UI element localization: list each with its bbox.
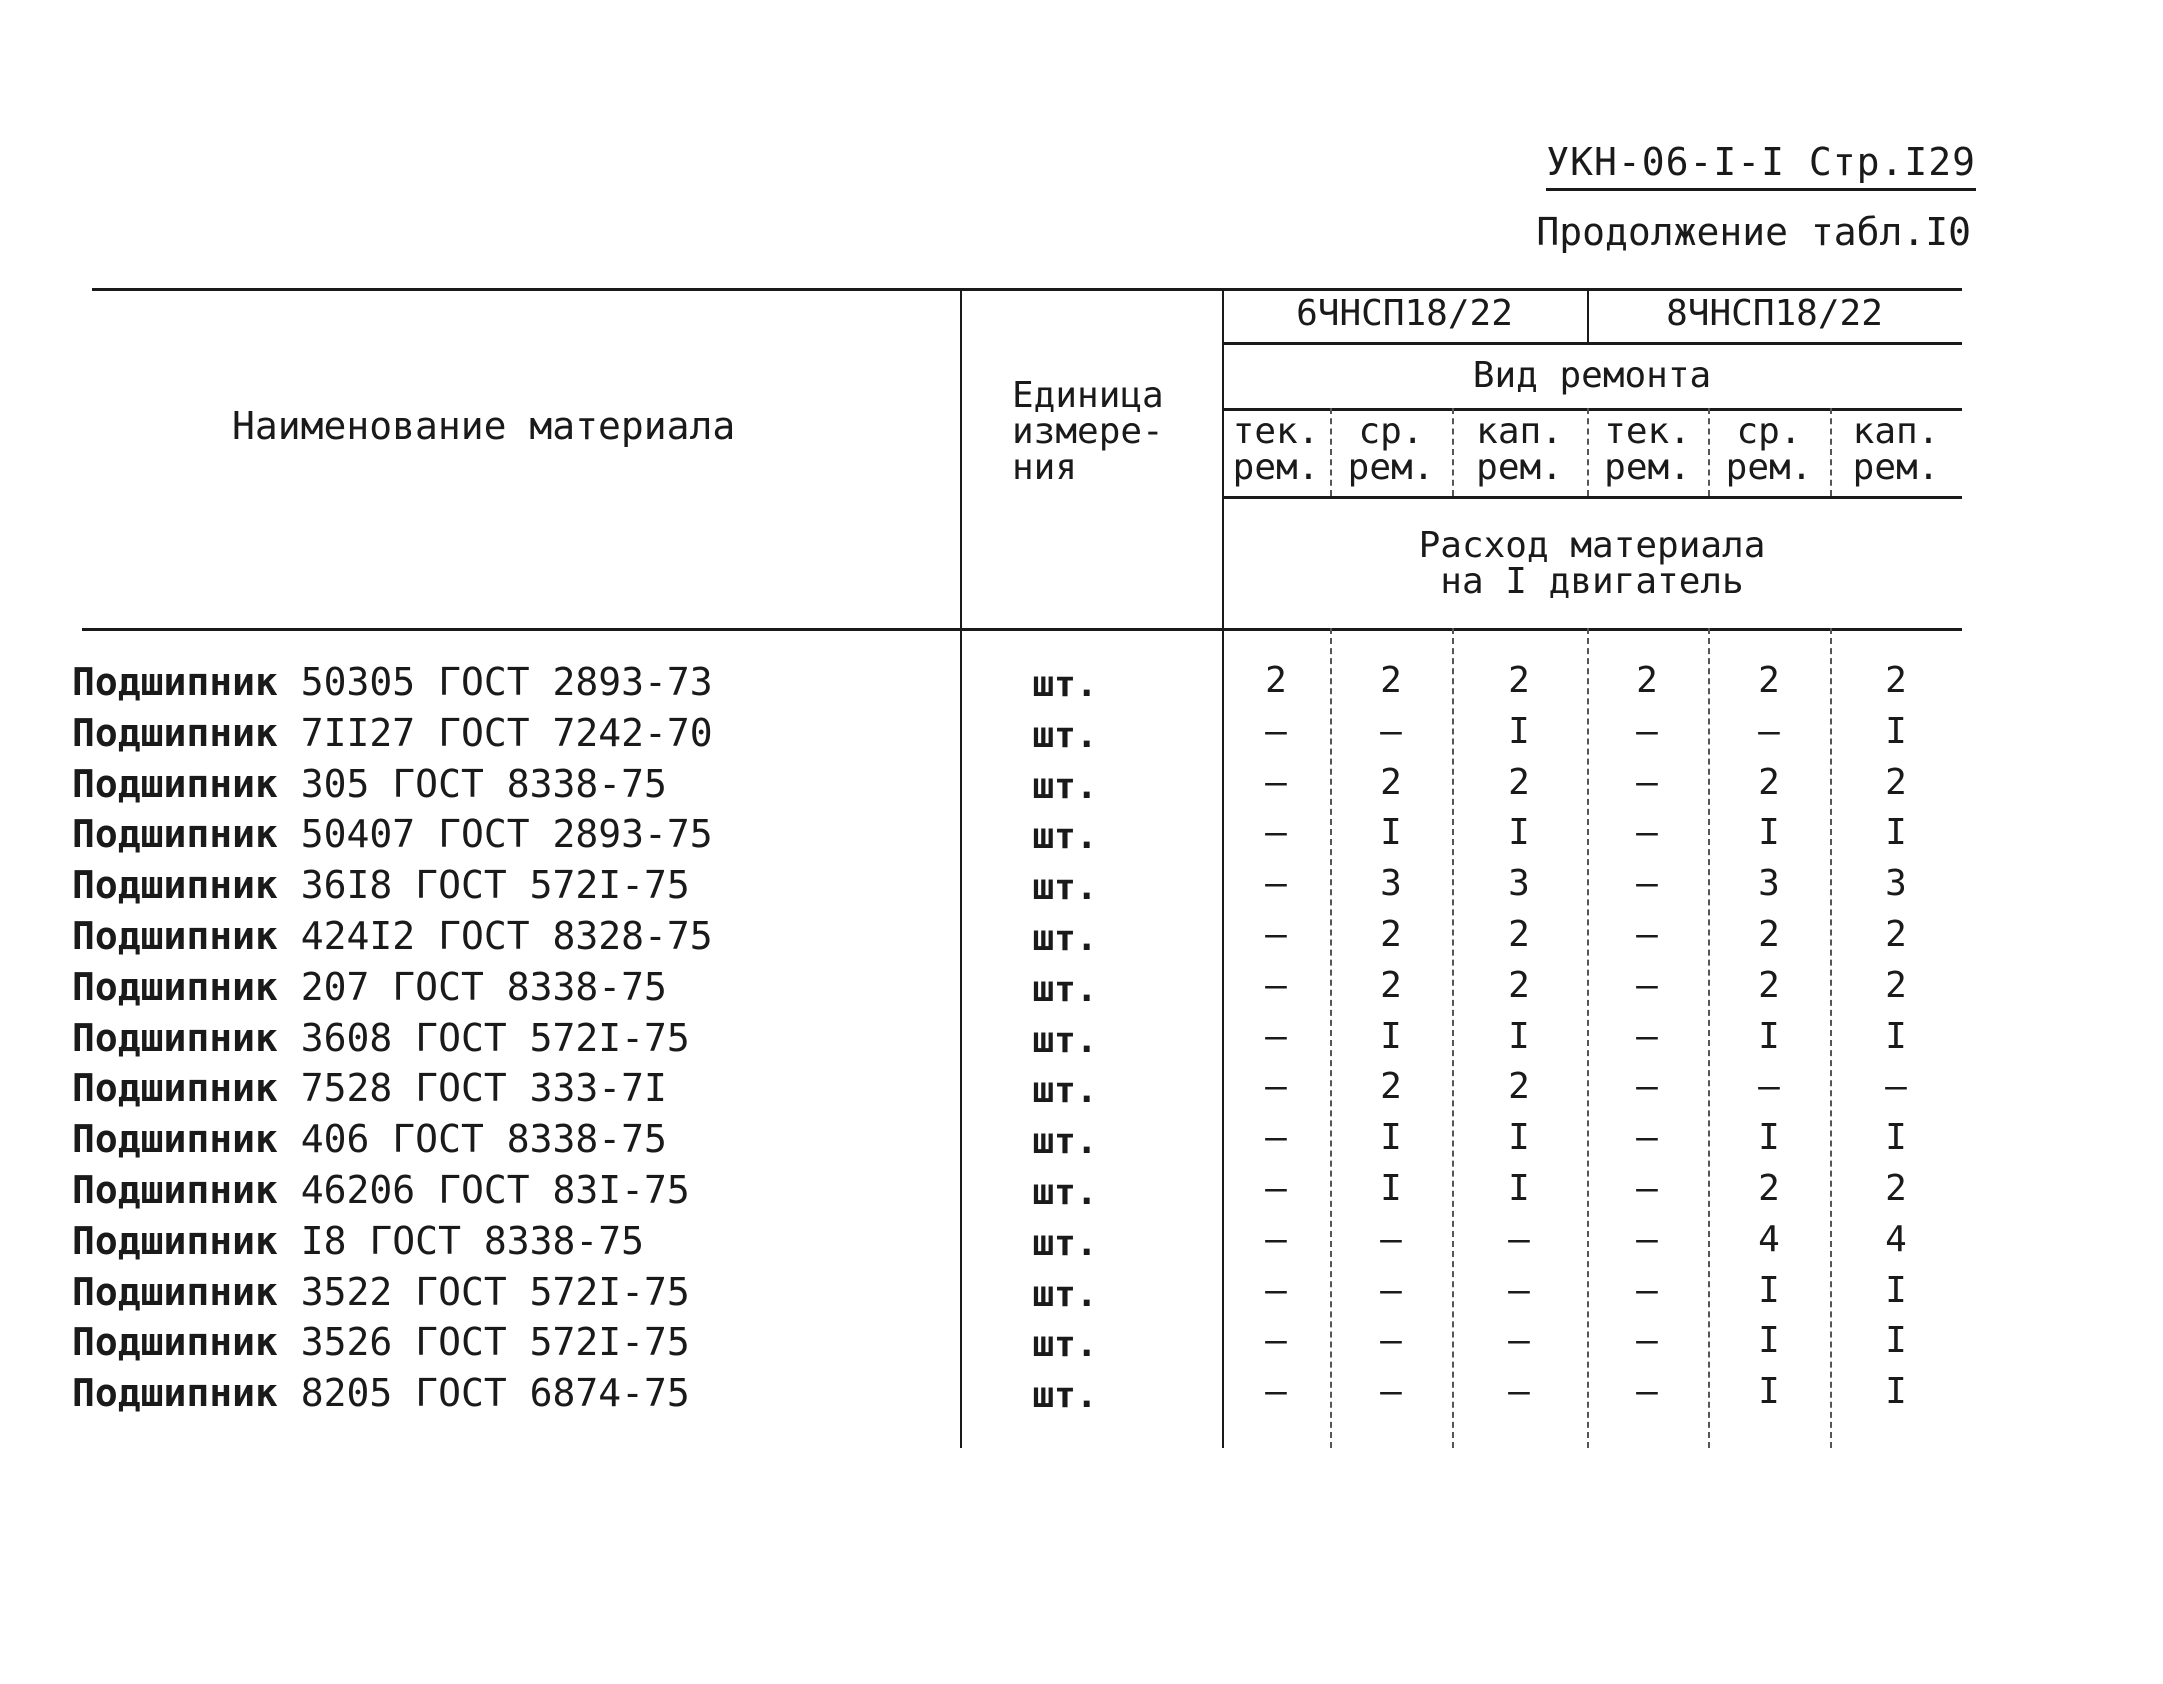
table-row-name [72, 660, 713, 704]
table-row-name [72, 965, 667, 1009]
row-item-spec: 305 ГОСТ 8338-75 [300, 762, 667, 806]
row-value-cell: 3 [1380, 863, 1402, 904]
body-col-divider-5 [1830, 628, 1832, 1448]
repair-col-4 [1587, 411, 1708, 488]
table-row-name [72, 812, 713, 856]
table-row-name [72, 1219, 644, 1263]
row-value-cell: – [1636, 1066, 1658, 1107]
consumption-header-line-2: на I двигатель [1440, 561, 1744, 602]
row-item-name: Подшипник [72, 1066, 278, 1110]
row-unit: шт. [1032, 1070, 1098, 1111]
row-item-name: Подшипник [72, 660, 278, 704]
row-value-cell: – [1265, 1117, 1287, 1158]
body-col-divider-3 [1587, 628, 1589, 1448]
row-item-spec: 36I8 ГОСТ 572I-75 [300, 863, 690, 907]
row-value-cell: 2 [1380, 965, 1402, 1006]
repair-col-5 [1708, 411, 1830, 488]
row-value-cell: – [1265, 762, 1287, 803]
row-value-cell: – [1265, 1320, 1287, 1361]
repair-col-6-line-1: кап. [1852, 411, 1940, 452]
row-item-spec: 3526 ГОСТ 572I-75 [300, 1320, 690, 1364]
row-unit: шт. [1032, 1121, 1098, 1162]
row-value-cell: I [1758, 1016, 1780, 1057]
row-value-cell: – [1508, 1320, 1530, 1361]
row-unit: шт. [1032, 766, 1098, 807]
row-value-cell: 2 [1508, 660, 1530, 701]
row-value-cell: 2 [1265, 660, 1287, 701]
unit-header-line-2: измере- [1012, 411, 1164, 452]
row-value-cell: 2 [1885, 660, 1907, 701]
row-value-cell: I [1885, 812, 1907, 853]
repair-col-1 [1222, 411, 1330, 488]
table-row-name [72, 1270, 690, 1314]
row-value-cell: 3 [1508, 863, 1530, 904]
row-item-spec: 8205 ГОСТ 6874-75 [300, 1371, 690, 1415]
body-col-divider-1 [1330, 628, 1332, 1448]
row-value-cell: 4 [1758, 1219, 1780, 1260]
row-value-cell: 2 [1380, 660, 1402, 701]
engine-header-2: 8ЧНСП18/22 [1666, 293, 1883, 334]
row-unit: шт. [1032, 969, 1098, 1010]
row-value-cell: – [1758, 711, 1780, 752]
row-value-cell: 2 [1758, 762, 1780, 803]
row-value-cell: – [1636, 1270, 1658, 1311]
row-value-cell: – [1508, 1219, 1530, 1260]
document-code: УКН-06-I-I Стр.I29 [1546, 140, 1976, 191]
row-value-cell: 2 [1758, 965, 1780, 1006]
row-value-cell: – [1380, 1270, 1402, 1311]
body-col-divider-2 [1452, 628, 1454, 1448]
table-top-rule [92, 288, 1962, 291]
row-value-cell: 2 [1758, 1168, 1780, 1209]
row-item-spec: 50305 ГОСТ 2893-73 [300, 660, 713, 704]
repair-type-header: Вид ремонта [1472, 355, 1712, 396]
row-value-cell: I [1380, 1168, 1402, 1209]
repair-type-rule [1222, 408, 1962, 411]
row-value-cell: 2 [1380, 1066, 1402, 1107]
row-item-name: Подшипник [72, 812, 278, 856]
table-row-name [72, 1016, 690, 1060]
repair-col-6 [1830, 411, 1962, 488]
row-item-name: Подшипник [72, 1219, 278, 1263]
row-value-cell: I [1885, 1371, 1907, 1412]
row-value-cell: 2 [1508, 762, 1530, 803]
row-item-spec: 406 ГОСТ 8338-75 [300, 1117, 667, 1161]
row-item-name: Подшипник [72, 762, 278, 806]
row-value-cell: I [1885, 1117, 1907, 1158]
row-value-cell: – [1265, 863, 1287, 904]
row-unit: шт. [1032, 1324, 1098, 1365]
row-value-cell: 2 [1508, 965, 1530, 1006]
repair-col-2 [1330, 411, 1452, 488]
row-value-cell: I [1885, 1320, 1907, 1361]
body-col-divider-4 [1708, 628, 1710, 1448]
repair-col-6-line-2: рем. [1852, 447, 1940, 488]
repair-col-1-line-1: тек. [1232, 411, 1320, 452]
unit-header-line-1: Единица [1012, 375, 1164, 416]
row-value-cell: 3 [1885, 863, 1907, 904]
row-value-cell: I [1508, 1016, 1530, 1057]
table-row-name [72, 914, 713, 958]
row-item-name: Подшипник [72, 1371, 278, 1415]
row-value-cell: 4 [1885, 1219, 1907, 1260]
row-value-cell: 3 [1758, 863, 1780, 904]
row-item-spec: 207 ГОСТ 8338-75 [300, 965, 667, 1009]
table-continuation-label: Продолжение табл.I0 [1536, 210, 1971, 254]
row-value-cell: 2 [1636, 660, 1658, 701]
row-value-cell: I [1758, 812, 1780, 853]
row-unit: шт. [1032, 918, 1098, 959]
row-value-cell: – [1636, 1320, 1658, 1361]
row-value-cell: I [1885, 1270, 1907, 1311]
row-value-cell: I [1508, 711, 1530, 752]
row-value-cell: – [1265, 965, 1287, 1006]
row-value-cell: – [1636, 711, 1658, 752]
repair-col-2-line-2: рем. [1347, 447, 1435, 488]
row-value-cell: – [1885, 1066, 1907, 1107]
row-value-cell: I [1885, 711, 1907, 752]
row-value-cell: – [1265, 711, 1287, 752]
row-value-cell: 2 [1885, 914, 1907, 955]
table-row-name [72, 1066, 667, 1110]
row-value-cell: – [1636, 863, 1658, 904]
row-item-name: Подшипник [72, 965, 278, 1009]
table-row-name [72, 762, 667, 806]
row-unit: шт. [1032, 1223, 1098, 1264]
row-item-spec: I8 ГОСТ 8338-75 [300, 1219, 644, 1263]
row-value-cell: 2 [1758, 660, 1780, 701]
row-value-cell: – [1636, 914, 1658, 955]
table-row-name [72, 863, 690, 907]
row-item-name: Подшипник [72, 1117, 278, 1161]
repair-cols-rule [1222, 496, 1962, 499]
row-value-cell: I [1758, 1117, 1780, 1158]
row-value-cell: I [1885, 1016, 1907, 1057]
row-value-cell: – [1265, 1016, 1287, 1057]
row-value-cell: I [1508, 1168, 1530, 1209]
row-item-spec: 7II27 ГОСТ 7242-70 [300, 711, 713, 755]
row-value-cell: – [1265, 1168, 1287, 1209]
row-unit: шт. [1032, 1020, 1098, 1061]
row-value-cell: – [1636, 965, 1658, 1006]
row-item-name: Подшипник [72, 863, 278, 907]
row-value-cell: – [1636, 762, 1658, 803]
row-value-cell: 2 [1508, 914, 1530, 955]
row-value-cell: – [1265, 812, 1287, 853]
row-value-cell: – [1636, 1219, 1658, 1260]
row-value-cell: I [1758, 1320, 1780, 1361]
row-value-cell: 2 [1508, 1066, 1530, 1107]
row-value-cell: 2 [1885, 762, 1907, 803]
repair-col-2-line-1: ср. [1358, 411, 1424, 452]
row-value-cell: – [1265, 1270, 1287, 1311]
row-value-cell: – [1636, 812, 1658, 853]
row-value-cell: I [1758, 1371, 1780, 1412]
repair-col-4-line-1: тек. [1604, 411, 1691, 452]
unit-header-line-3: ния [1012, 447, 1078, 488]
consumption-header-line-1: Расход материала [1418, 525, 1766, 566]
row-item-name: Подшипник [72, 1270, 278, 1314]
row-value-cell: I [1380, 1117, 1402, 1158]
row-item-name: Подшипник [72, 1168, 278, 1212]
row-value-cell: I [1508, 1117, 1530, 1158]
engine-header-1: 6ЧНСП18/22 [1296, 293, 1513, 334]
table-row-name [72, 1371, 690, 1415]
row-item-spec: 3522 ГОСТ 572I-75 [300, 1270, 690, 1314]
repair-col-3-line-2: рем. [1476, 447, 1563, 488]
table-row-name [72, 1117, 667, 1161]
repair-col-1-line-2: рем. [1232, 447, 1320, 488]
table-row-name [72, 1320, 690, 1364]
repair-col-3-line-1: кап. [1476, 411, 1563, 452]
row-value-cell: I [1508, 812, 1530, 853]
repair-col-5-line-2: рем. [1725, 447, 1813, 488]
row-value-cell: 2 [1885, 965, 1907, 1006]
row-item-spec: 424I2 ГОСТ 8328-75 [300, 914, 713, 958]
repair-col-5-line-1: ср. [1736, 411, 1802, 452]
table-row-name [72, 711, 713, 755]
row-item-spec: 3608 ГОСТ 572I-75 [300, 1016, 690, 1060]
row-item-name: Подшипник [72, 1320, 278, 1364]
row-value-cell: – [1508, 1270, 1530, 1311]
row-value-cell: – [1380, 1371, 1402, 1412]
row-value-cell: – [1508, 1371, 1530, 1412]
row-value-cell: – [1380, 711, 1402, 752]
row-item-spec: 46206 ГОСТ 83I-75 [300, 1168, 690, 1212]
row-unit: шт. [1032, 1172, 1098, 1213]
row-unit: шт. [1032, 867, 1098, 908]
row-value-cell: 2 [1380, 914, 1402, 955]
engine-header-rule [1222, 342, 1962, 345]
row-value-cell: 2 [1885, 1168, 1907, 1209]
row-item-spec: 50407 ГОСТ 2893-75 [300, 812, 713, 856]
row-item-spec: 7528 ГОСТ 333-7I [300, 1066, 667, 1110]
row-value-cell: I [1380, 812, 1402, 853]
row-value-cell: – [1758, 1066, 1780, 1107]
row-unit: шт. [1032, 1375, 1098, 1416]
repair-col-3 [1452, 411, 1587, 488]
row-value-cell: – [1636, 1168, 1658, 1209]
row-value-cell: – [1380, 1320, 1402, 1361]
column-header-name: Наименование материала [232, 404, 736, 448]
row-value-cell: – [1265, 1219, 1287, 1260]
row-value-cell: – [1265, 1371, 1287, 1412]
row-unit: шт. [1032, 1274, 1098, 1315]
row-item-name: Подшипник [72, 711, 278, 755]
row-value-cell: – [1265, 914, 1287, 955]
row-value-cell: 2 [1380, 762, 1402, 803]
repair-col-4-line-2: рем. [1604, 447, 1691, 488]
row-item-name: Подшипник [72, 914, 278, 958]
table-row-name [72, 1168, 690, 1212]
row-unit: шт. [1032, 715, 1098, 756]
row-value-cell: I [1380, 1016, 1402, 1057]
row-unit: шт. [1032, 816, 1098, 857]
row-value-cell: – [1265, 1066, 1287, 1107]
row-value-cell: – [1636, 1371, 1658, 1412]
col-divider-name-unit [960, 288, 962, 1448]
column-header-unit [1012, 375, 1164, 488]
header-bottom-rule [82, 628, 1962, 631]
consumption-header [1222, 525, 1962, 602]
row-value-cell: I [1758, 1270, 1780, 1311]
row-value-cell: – [1380, 1219, 1402, 1260]
row-value-cell: – [1636, 1117, 1658, 1158]
row-value-cell: – [1636, 1016, 1658, 1057]
row-value-cell: 2 [1758, 914, 1780, 955]
row-unit: шт. [1032, 664, 1098, 705]
row-item-name: Подшипник [72, 1016, 278, 1060]
